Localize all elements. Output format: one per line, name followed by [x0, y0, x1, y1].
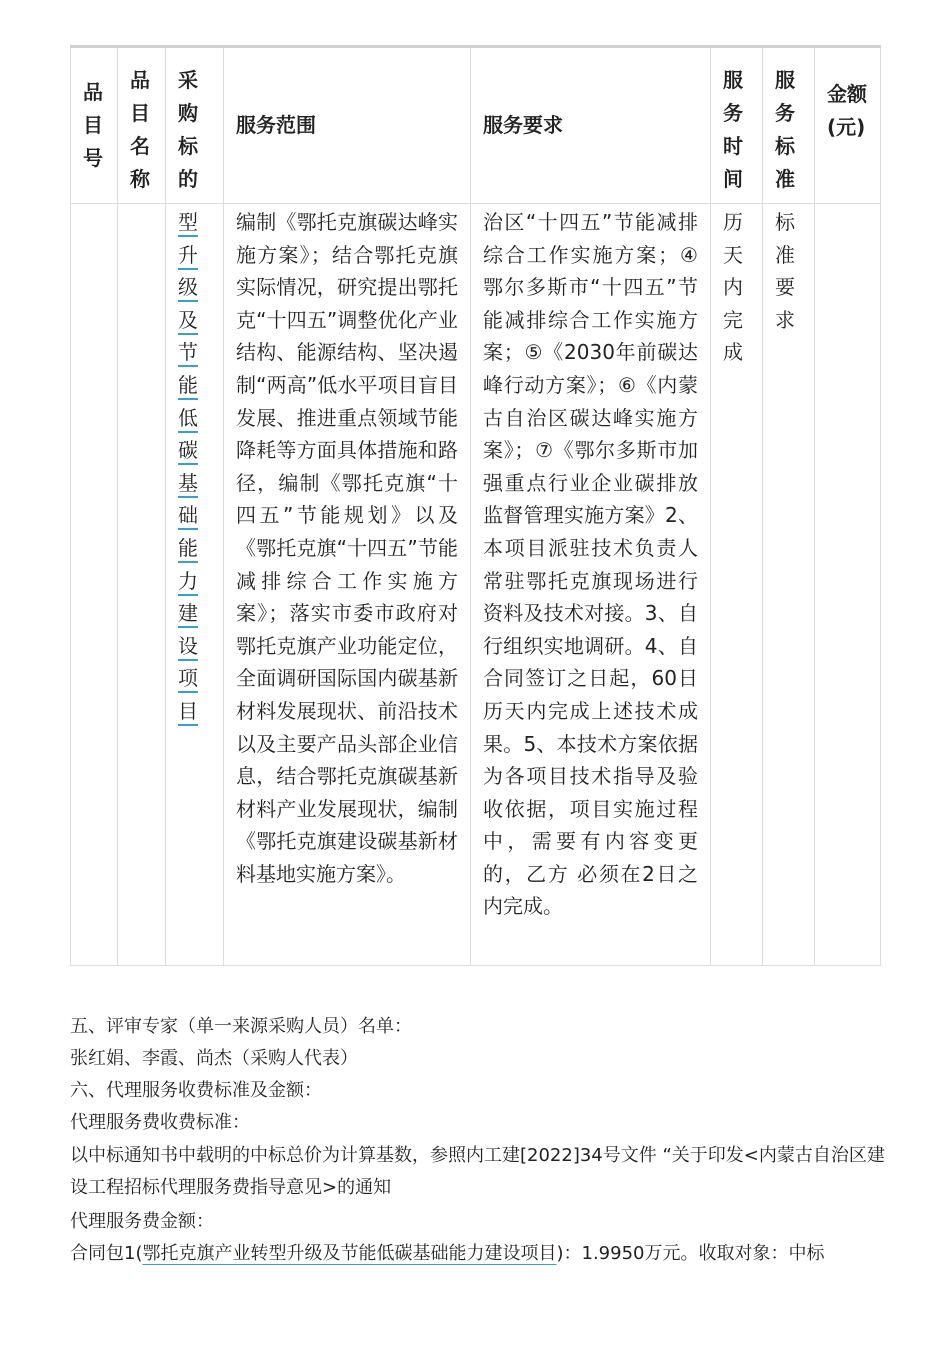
header-service-scope: 服务范围 [224, 47, 471, 204]
header-purchase-target: 采购标的 [166, 47, 224, 204]
header-service-standard: 服务标准 [763, 47, 815, 204]
table-header-row [71, 47, 881, 204]
cell-purchase-target [166, 204, 224, 966]
fee-amount-label: 代理服务费金额： [70, 1211, 214, 1232]
fee-standard-label: 代理服务费收费标准： [70, 1112, 250, 1133]
contract-line [70, 1242, 825, 1266]
header-amount: 金额(元) [815, 47, 881, 204]
header-service-requirements: 服务要求 [471, 47, 711, 204]
fee-heading: 六、代理服务收费标准及金额： [70, 1080, 322, 1101]
cell-service-standard: 标准要求 [763, 204, 815, 966]
header-item-name: 品目名称 [118, 47, 166, 204]
procurement-table [70, 45, 881, 966]
cell-service-requirements: 治区“十四五”节能减排综合工作实施方案；④鄂尔多斯市“十四五”节能减排综合工作实施方案；⑤《2030年前碳达峰行动方案》；⑥《内蒙古自治区碳达峰实施方案》；⑦《鄂尔多斯市加强重点行业企业碳排放监督管理实施方案》2、本项目派驻技术负责人常驻鄂托克旗现场进行资料及技术对接。3、自行组织实地调研。4、自合同签订之日起，60日历天内完成上述技术成果。5、本技术方案依据为各项目技术指导及验收依据，项目实施过程中，需要有内容变更的，乙方 必须在2日之内完成。 [471, 204, 711, 966]
fee-standard-text: 以中标通知书中载明的中标总价为计算基数，参照内工建[2022]34号文件 “关于印发<内蒙古自治区建设工程招标代理服务费指导意见>的通知 [70, 1145, 885, 1198]
cell-amount [815, 204, 881, 966]
experts-names: 张红娟、李霞、尚杰（采购人代表） [70, 1048, 358, 1069]
contract-suffix: )：1.9950万元。收取对象：中标 [556, 1243, 825, 1264]
cell-item-no [71, 204, 118, 966]
cell-service-time: 历天内完成 [711, 204, 763, 966]
cell-service-scope: 编制《鄂托克旗碳达峰实施方案》；结合鄂托克旗实际情况，研究提出鄂托克“十四五”调整优化产业结构、能源结构、坚决遏制“两高”低水平项目盲目发展、推进重点领域节能降耗等方面具体措施和路径，编制《鄂托克旗“十四五”节能规划》以及《鄂托克旗“十四五”节能减排综合工作实施方案》；落实市委市政府对鄂托克旗产业功能定位，全面调研国际国内碳基新材料发展现状、前沿技术以及主要产品头部企业信息，结合鄂托克旗碳基新材料产业发展现状，编制《鄂托克旗建设碳基新材料基地实施方案》。 [224, 204, 471, 966]
contract-prefix: 合同包1( [70, 1243, 143, 1264]
experts-heading: 五、评审专家（单一来源采购人员）名单： [70, 1016, 412, 1037]
table-row [71, 204, 881, 966]
cell-item-name [118, 204, 166, 966]
contract-project-link[interactable]: 鄂托克旗产业转型升级及节能低碳基础能力建设项目 [142, 1243, 557, 1264]
purchase-target-link[interactable]: 型升级及节能低碳基础能力建设项目 [178, 210, 198, 723]
header-service-time: 服务时间 [711, 47, 763, 204]
header-item-no: 品目号 [71, 47, 118, 204]
